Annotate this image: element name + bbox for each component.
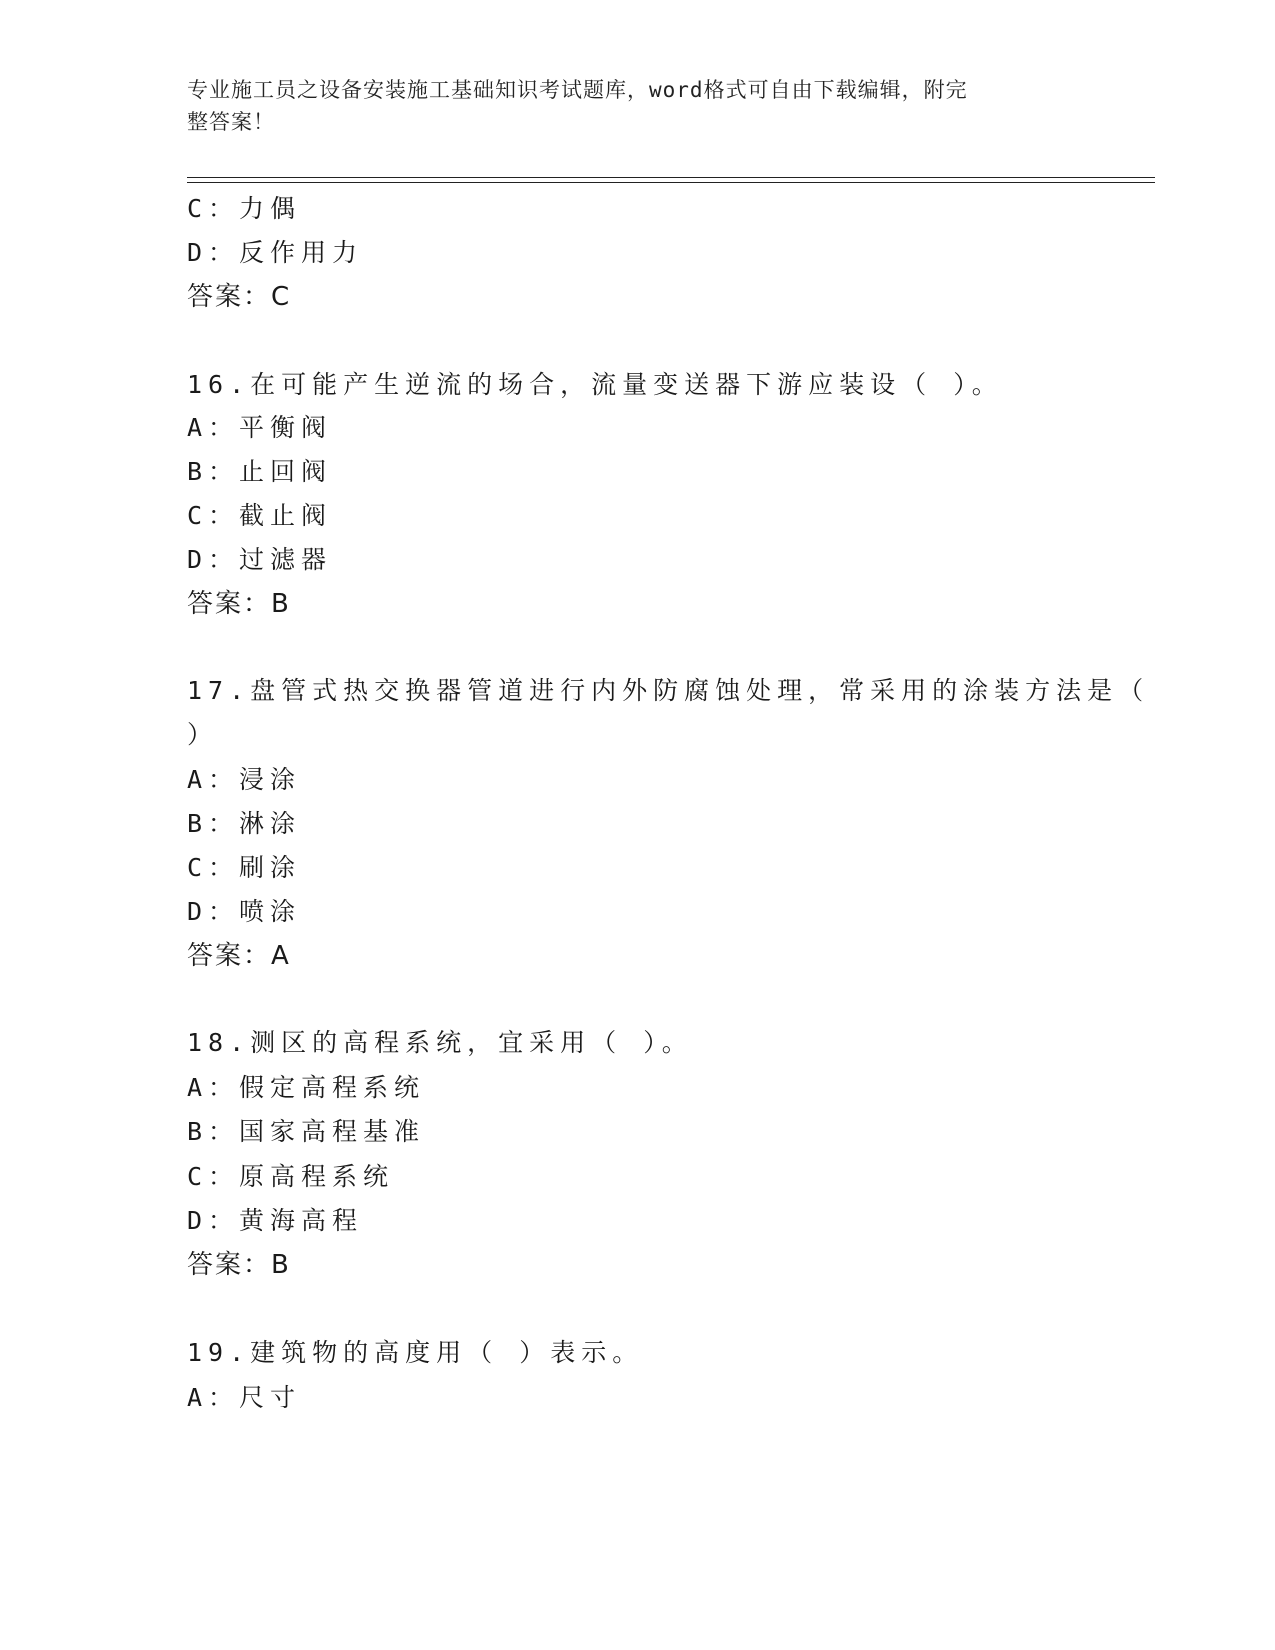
- answer-value: B: [271, 1250, 289, 1280]
- q17-answer: [187, 939, 289, 973]
- q16-answer: [187, 587, 289, 621]
- header-divider-top: [187, 177, 1155, 178]
- header-text-line-2: 整答案！: [187, 110, 275, 134]
- q19-option-a: A：尺寸: [187, 1383, 302, 1412]
- q16-option-d: D：过滤器: [187, 545, 333, 574]
- q17-stem-line-2: ）: [187, 720, 219, 749]
- header-divider-bottom: [187, 182, 1155, 183]
- q15-option-c: C：力偶: [187, 194, 302, 223]
- q18-stem: 18.测区的高程系统，宜采用（ ）。: [187, 1028, 693, 1057]
- document-header: [187, 74, 1067, 138]
- header-text-line-1: 专业施工员之设备安装施工基础知识考试题库，word格式可自由下载编辑，附完: [187, 78, 968, 102]
- q16-option-c: C：截止阀: [187, 501, 333, 530]
- q19-stem: 19.建筑物的高度用（ ）表示。: [187, 1338, 644, 1367]
- answer-label: 答案：: [187, 282, 272, 312]
- q18-option-d: D：黄海高程: [187, 1206, 364, 1235]
- q17-option-c: C：刷涂: [187, 853, 302, 882]
- q18-option-b: B：国家高程基准: [187, 1117, 426, 1146]
- q16-stem: 16.在可能产生逆流的场合，流量变送器下游应装设（ ）。: [187, 370, 1003, 399]
- answer-label: 答案：: [187, 941, 272, 971]
- answer-label: 答案：: [187, 589, 272, 619]
- q16-option-a: A：平衡阀: [187, 413, 333, 442]
- q15-option-d: D：反作用力: [187, 238, 364, 267]
- q18-option-c: C：原高程系统: [187, 1162, 395, 1191]
- answer-value: C: [271, 282, 290, 312]
- q17-option-d: D：喷涂: [187, 897, 302, 926]
- q18-option-a: A：假定高程系统: [187, 1073, 426, 1102]
- answer-label: 答案：: [187, 1250, 272, 1280]
- q17-option-b: B：淋涂: [187, 809, 302, 838]
- answer-value: B: [271, 589, 289, 619]
- q16-option-b: B：止回阀: [187, 457, 333, 486]
- q17-option-a: A：浸涂: [187, 765, 302, 794]
- q15-answer: [187, 280, 289, 314]
- answer-value: A: [271, 941, 289, 971]
- q17-stem-line-1: 17.盘管式热交换器管道进行内外防腐蚀处理，常采用的涂装方法是（: [187, 676, 1150, 705]
- q18-answer: [187, 1248, 289, 1282]
